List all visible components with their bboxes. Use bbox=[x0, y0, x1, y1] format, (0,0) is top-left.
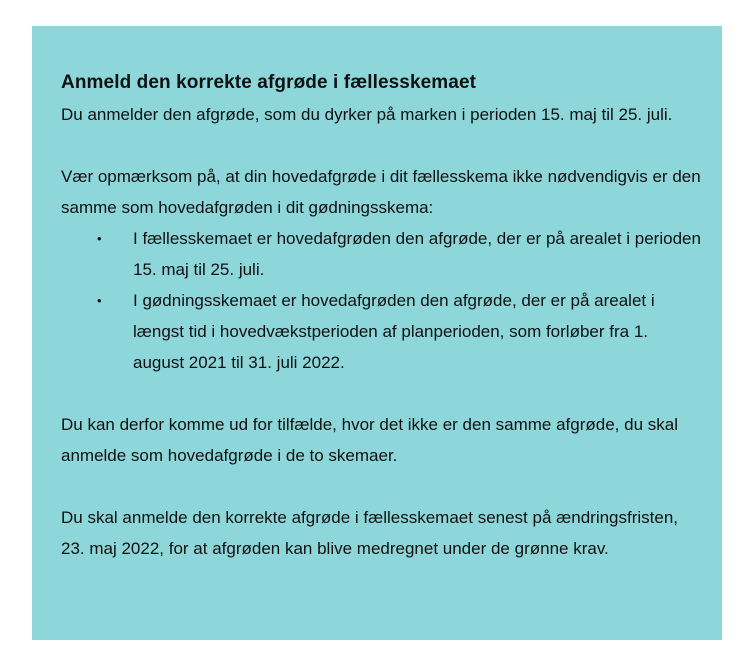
paragraph-main-crop-notice: Vær opmærksom på, at din hovedafgrøde i dit fællesskema ikke nødvendigvis er den samme som hovedafgrøden i dit gødningsskema: bbox=[61, 167, 701, 217]
bullet-text: I gødningsskemaet er hovedafgrøden den afgrøde, der er på arealet i længst tid i hovedvækstperioden af planperioden, som forløber fra 1. august 2021 til 31. juli 2022. bbox=[133, 291, 655, 372]
bullet-list bbox=[61, 223, 702, 378]
paragraph-crop-period: Du anmelder den afgrøde, som du dyrker på marken i perioden 15. maj til 25. juli. bbox=[61, 105, 673, 124]
bullet-dot-icon: • bbox=[97, 231, 102, 246]
paragraph-consequence: Du kan derfor komme ud for tilfælde, hvor det ikke er den samme afgrøde, du skal anmelde som hovedafgrøde i de to skemaer. bbox=[61, 415, 678, 465]
bullet-item-faellesskema bbox=[61, 223, 702, 285]
bullet-item-goedningsskema bbox=[61, 285, 702, 378]
info-box bbox=[32, 26, 722, 640]
bullet-dot-icon: • bbox=[97, 293, 102, 308]
info-box-title: Anmeld den korrekte afgrøde i fællesskemaet bbox=[61, 72, 477, 93]
paragraph-deadline: Du skal anmelde den korrekte afgrøde i fællesskemaet senest på ændringsfristen, 23. maj 2022, for at afgrøden kan blive medregnet under de grønne krav. bbox=[61, 508, 679, 558]
bullet-text: I fællesskemaet er hovedafgrøden den afgrøde, der er på arealet i perioden 15. maj til 25. juli. bbox=[133, 229, 701, 279]
